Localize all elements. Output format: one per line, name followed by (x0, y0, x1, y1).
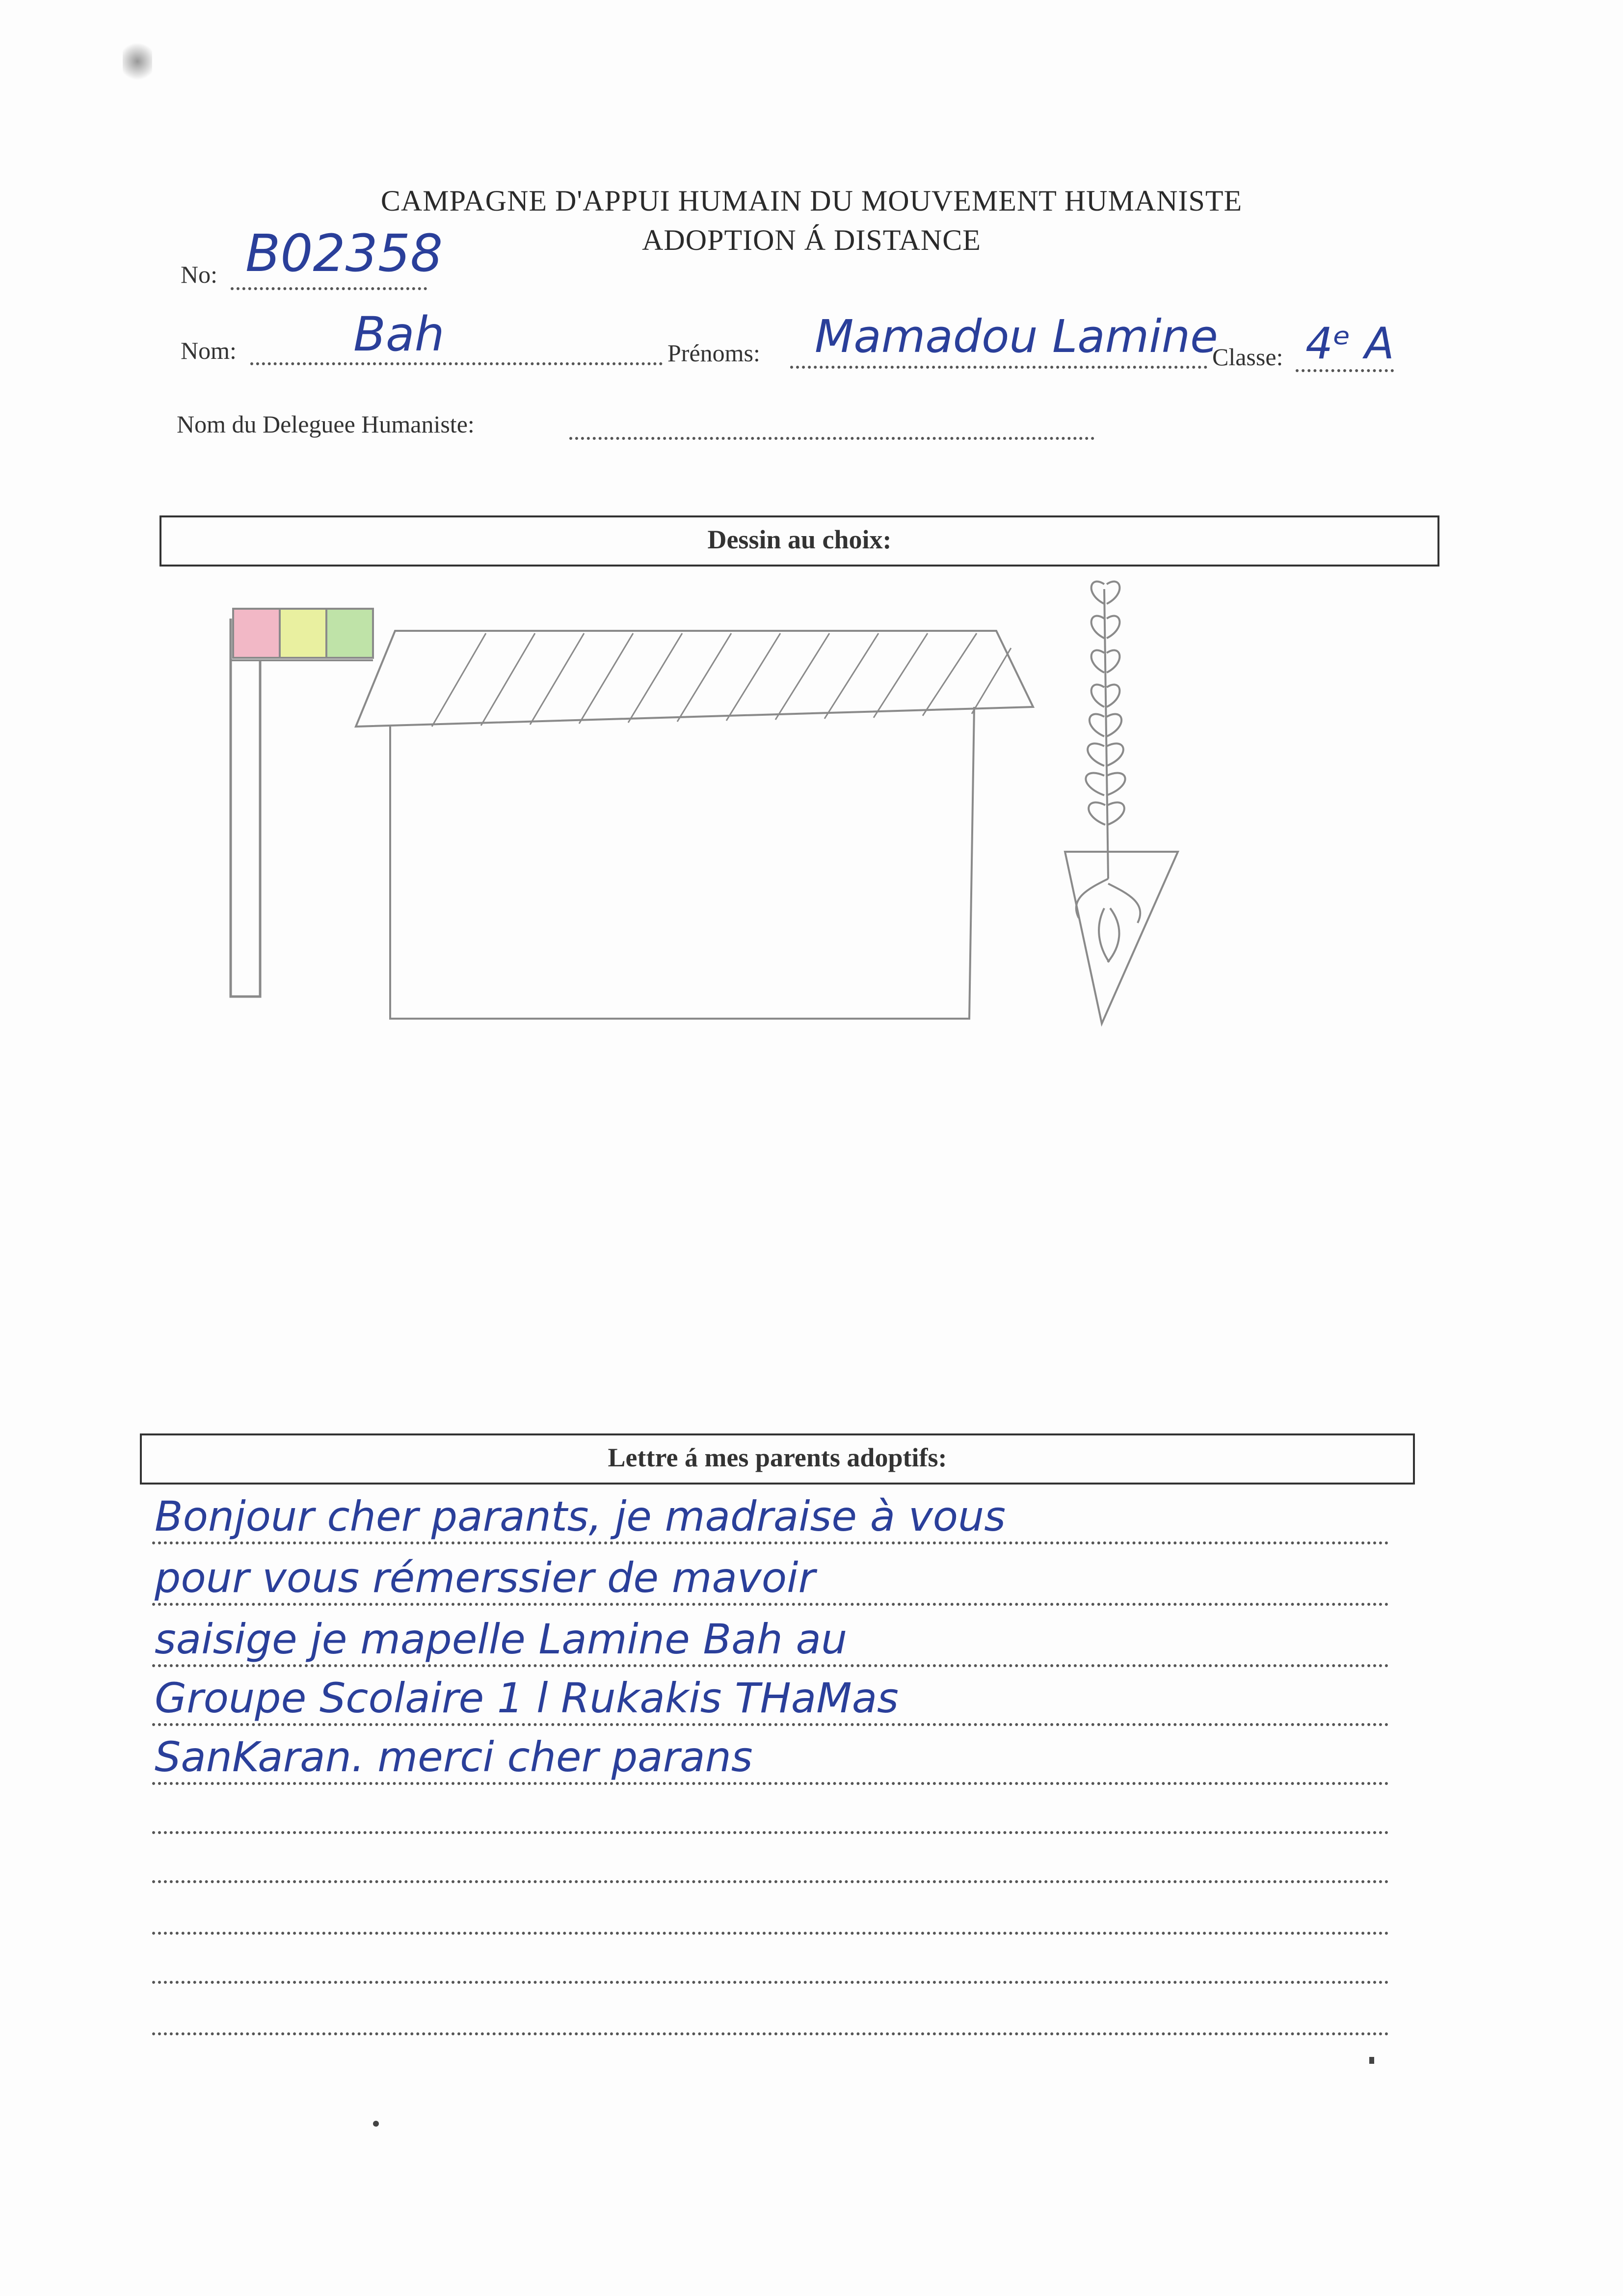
letter-line (152, 1541, 1389, 1544)
letter-line (152, 1932, 1389, 1935)
flagpole-drawing (231, 619, 373, 997)
classe-label: Classe: (1212, 343, 1283, 371)
no-value: B02358 (245, 223, 443, 283)
prenoms-label: Prénoms: (667, 339, 760, 367)
prenoms-value: Mamadou Lamine (815, 310, 1218, 363)
letter-line (152, 2032, 1389, 2035)
flag-drawing (233, 609, 373, 658)
letter-line (152, 1981, 1389, 1984)
letter-text-line-3: saisige je mapelle Lamine Bah au (155, 1615, 848, 1663)
letter-text-line-1: Bonjour cher parants, je madraise à vous (155, 1492, 1006, 1540)
scan-speck (1369, 2057, 1374, 2064)
letter-line (152, 1880, 1389, 1883)
letter-line (152, 1782, 1389, 1785)
classe-value: 4ᵉ A (1305, 318, 1394, 369)
house-drawing (356, 631, 1033, 1019)
letter-section-header (140, 1433, 1415, 1485)
nom-value: Bah (353, 307, 445, 362)
plant-drawing (1065, 582, 1178, 1024)
letter-section-title: Lettre á mes parents adoptifs: (608, 1443, 947, 1472)
delegue-label: Nom du Deleguee Humaniste: (177, 410, 475, 438)
no-label: No: (181, 261, 217, 288)
letter-line (152, 1723, 1389, 1726)
scan-speck (123, 39, 152, 83)
campaign-title: CAMPAGNE D'APPUI HUMAIN DU MOUVEMENT HUMANISTE (380, 185, 1243, 217)
letter-text-line-5: SanKaran. merci cher parans (155, 1733, 753, 1781)
scan-speck (373, 2121, 379, 2127)
nom-label: Nom: (181, 337, 237, 364)
letter-line (152, 1831, 1389, 1834)
letter-text-line-4: Groupe Scolaire 1 l Rukakis THaMas (155, 1674, 899, 1722)
adoption-subtitle: ADOPTION Á DISTANCE (642, 224, 981, 256)
letter-text-line-2: pour vous rémerssier de mavoir (155, 1554, 816, 1602)
drawing-section-title: Dessin au choix: (707, 525, 892, 554)
letter-line (152, 1664, 1389, 1667)
letter-line (152, 1603, 1389, 1606)
